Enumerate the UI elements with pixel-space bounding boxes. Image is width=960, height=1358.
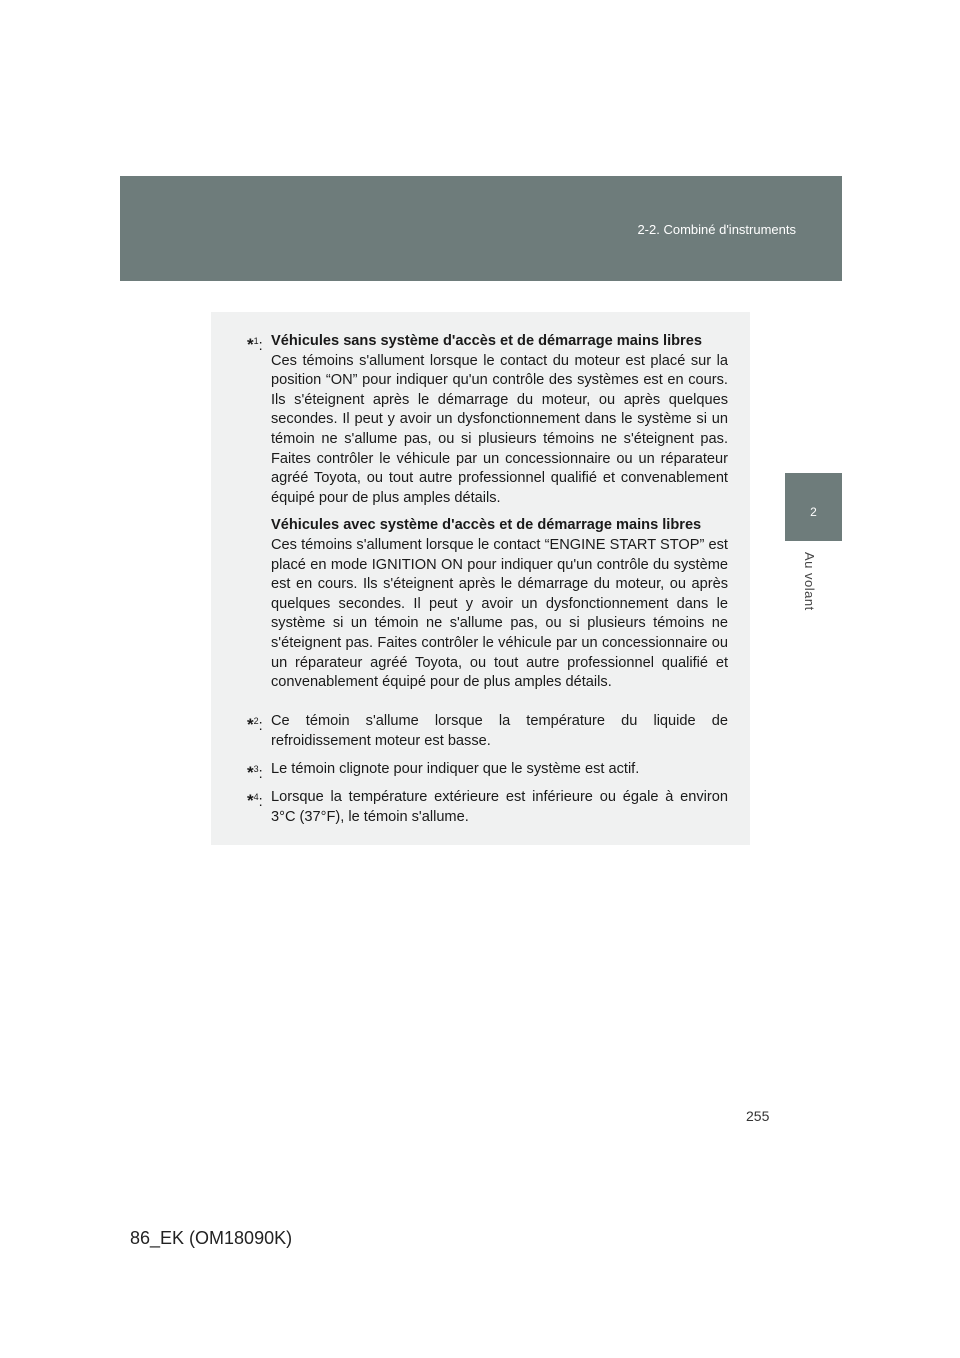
note-1	[247, 332, 728, 693]
chapter-number: 2	[810, 505, 817, 519]
section-title: 2-2. Combiné d'instruments	[637, 222, 796, 237]
note-2-text: Ce témoin s'allume lorsque la température du liquide de refroidissement moteur est basse.	[271, 713, 728, 749]
note-3	[247, 760, 728, 780]
document-code: 86_EK (OM18090K)	[130, 1228, 293, 1248]
chapter-label: Au volant	[802, 552, 817, 611]
header-band	[120, 176, 842, 281]
note-2-marker: *$^2$:	[247, 715, 263, 734]
note-1-text-without-keyless: Ces témoins s'allument lorsque le contact du moteur est placé sur la position “ON” pour indiquer qu'un contrôle des systèmes est en cours. Ils s'éteignent après le démarrage du moteur, ou après quelques secondes. Il peut y avoir un dysfonctionnement dans le système si un témoin ne s'allume pas, ou si plusieurs témoins ne s'éteignent pas. Faites contrôler le véhicule par un concessionnaire ou un réparateur agréé Toyota, ou tout autre professionnel qualifié et convenablement équipé pour de plus amples détails.	[271, 352, 728, 506]
note-1-marker: *$^1$:	[247, 335, 263, 354]
note-4-text: Lorsque la température extérieure est inférieure ou égale à environ 3°C (37°F), le témoin s'allume.	[271, 789, 728, 825]
note-3-text: Le témoin clignote pour indiquer que le système est actif.	[271, 761, 640, 777]
note-1-heading-with-keyless: Véhicules avec système d'accès et de démarrage mains libres	[271, 517, 702, 534]
note-4	[247, 788, 728, 827]
chapter-tab	[785, 473, 842, 541]
note-1-heading-without-keyless: Véhicules sans système d'accès et de démarrage mains libres	[271, 333, 702, 349]
note-2	[247, 712, 728, 751]
note-1-text-with-keyless: Ces témoins s'allument lorsque le contact “ENGINE START STOP” est placé en mode IGNITION ON pour indiquer qu'un contrôle du système est en cours. Ils s'éteignent après le démarrage du moteur, ou après quelques secondes. Il peut y avoir un dysfonctionnement dans le système si un témoin ne s'allume pas, ou si plusieurs témoins ne s'éteignent pas. Faites contrôler le véhicule par un concessionnaire ou un réparateur agréé Toyota, ou tout autre professionnel qualifié et convenablement équipé pour de plus amples détails.	[271, 536, 728, 691]
notes-box	[211, 312, 750, 845]
note-4-marker: *$^4$:	[247, 791, 263, 810]
page-number: 255	[746, 1108, 770, 1124]
note-3-marker: *$^3$:	[247, 763, 263, 782]
